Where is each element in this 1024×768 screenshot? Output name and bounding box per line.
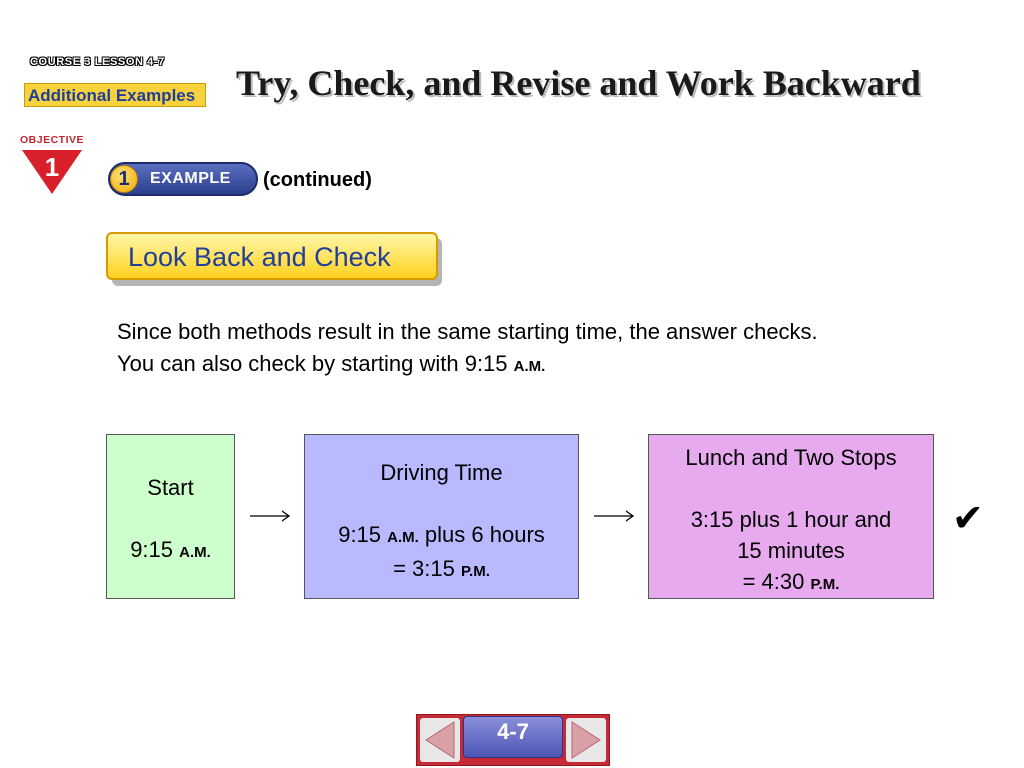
am-marker: A.M. xyxy=(513,358,546,375)
lunch-result: = 4:30 xyxy=(742,569,811,594)
lunch-line-3 xyxy=(649,566,933,600)
objective-label: OBJECTIVE xyxy=(20,134,85,146)
driving-title: Driving Time xyxy=(380,460,503,485)
lunch-title: Lunch and Two Stops xyxy=(685,445,897,470)
lunch-stops-box xyxy=(648,434,934,599)
driving-hours: plus 6 hours xyxy=(418,522,545,547)
course-lesson-label: COURSE 3 LESSON 4-7 xyxy=(30,56,165,68)
arrow-left-icon xyxy=(420,718,460,762)
continued-label: (continued) xyxy=(263,169,372,191)
example-number: 1 xyxy=(110,165,138,193)
objective-number: 1 xyxy=(44,152,60,182)
lesson-number: 4-7 xyxy=(497,719,529,744)
explanation-paragraph xyxy=(117,316,818,383)
lunch-pm: P.M. xyxy=(810,576,840,593)
start-time-suffix: A.M. xyxy=(179,544,211,561)
driving-pm: P.M. xyxy=(460,563,490,580)
arrow-right-nav-icon xyxy=(566,718,606,762)
example-label: EXAMPLE xyxy=(150,170,231,187)
driving-start-time: 9:15 xyxy=(338,522,388,547)
objective-triangle-icon xyxy=(22,148,82,194)
driving-line-1 xyxy=(305,519,578,553)
explanation-line-1: Since both methods result in the same starting time, the answer checks. xyxy=(117,319,818,344)
driving-time-box xyxy=(304,434,579,599)
page-title: Try, Check, and Revise and Work Backward xyxy=(236,63,921,103)
driving-am: A.M. xyxy=(387,529,419,546)
next-button[interactable] xyxy=(566,718,606,762)
arrow-right-icon xyxy=(593,508,635,524)
driving-result: = 3:15 xyxy=(393,556,461,581)
start-time-value: 9:15 xyxy=(130,537,180,562)
look-back-and-check-banner: Look Back and Check xyxy=(106,232,438,280)
explanation-line-2-text: You can also check by starting with 9:15 xyxy=(117,351,514,376)
lunch-line-2: 15 minutes xyxy=(737,538,845,563)
start-title: Start xyxy=(147,475,194,500)
explanation-line-2 xyxy=(117,348,818,383)
additional-examples-label: Additional Examples xyxy=(24,83,206,107)
start-time xyxy=(107,534,234,568)
previous-button[interactable] xyxy=(420,718,460,762)
start-box xyxy=(106,434,235,599)
driving-line-2 xyxy=(305,553,578,587)
arrow-right-icon xyxy=(249,508,291,524)
lunch-line-1: 3:15 plus 1 hour and xyxy=(690,507,892,532)
checkmark-icon: ✔ xyxy=(952,496,984,540)
